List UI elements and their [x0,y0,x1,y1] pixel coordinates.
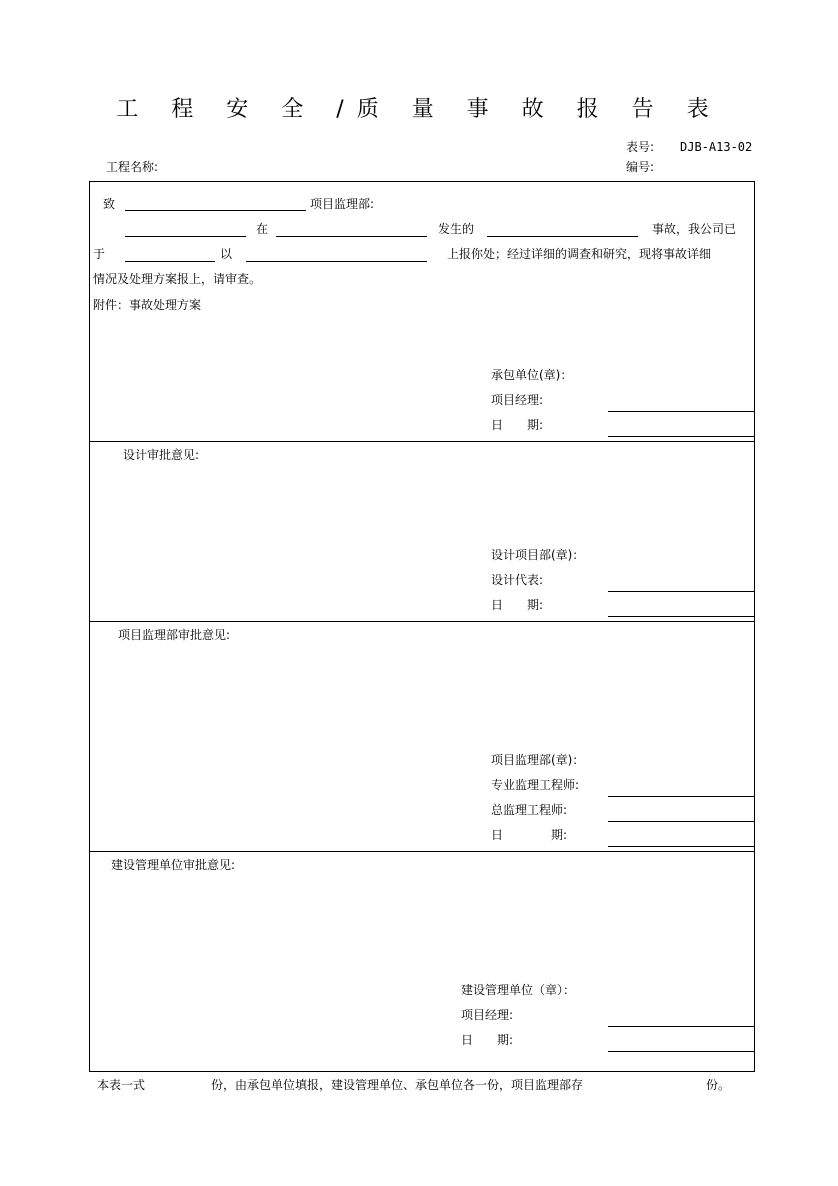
footer-copies-suffix: 份。 [706,1078,731,1092]
date-label: 日 期: [491,598,544,612]
chief-engineer-label: 总监理工程师: [491,803,568,817]
location-blank[interactable] [276,236,427,237]
design-rep-signature-line[interactable] [608,591,755,592]
design-dept-seal-label: 设计项目部(章)： [491,548,585,562]
date-label: 日 期: [491,828,568,842]
serial-no-label: 编号: [626,160,655,174]
date-label: 日 期: [461,1033,514,1047]
design-review-heading: 设计审批意见: [123,448,200,462]
design-rep-label: 设计代表: [491,573,544,587]
to-suffix: 项目监理部: [310,197,375,211]
yu-label: 于 [93,247,106,261]
owner-seal-label: 建设管理单位（章）： [461,983,576,997]
supervision-review-heading: 项目监理部审批意见: [118,628,231,642]
owner-manager-signature-line[interactable] [608,1026,755,1027]
to-prefix: 致 [103,197,116,211]
at-label: 在 [256,222,269,236]
project-name-label: 工程名称: [106,160,159,174]
contractor-seal-label: 承包单位(章)： [491,368,573,382]
supervision-dept-blank[interactable] [125,210,306,211]
form-table [89,181,755,1072]
time-blank[interactable] [125,236,246,237]
accident-blank[interactable] [487,236,638,237]
specialist-engineer-signature-line[interactable] [608,796,755,797]
attachment-text: 附件：事故处理方案 [93,298,202,312]
date-signature-line[interactable] [608,436,755,437]
date-label: 日 期: [491,418,544,432]
section-divider [89,851,755,852]
date-signature-line[interactable] [608,1051,755,1052]
report-text: 上报你处；经过详细的调查和研究，现将事故详细 [447,247,712,261]
form-no-value: DJB-A13-02 [680,140,753,154]
date-signature-line[interactable] [608,846,755,847]
form-no-label: 表号: [626,140,655,154]
project-manager-signature-line[interactable] [608,411,755,412]
specialist-engineer-label: 专业监理工程师: [491,778,580,792]
project-manager-label: 项目经理: [491,393,544,407]
chief-engineer-signature-line[interactable] [608,821,755,822]
report-text-2: 情况及处理方案报上，请审查。 [93,272,262,286]
report-date-blank[interactable] [125,261,215,262]
yi-label: 以 [220,247,233,261]
footer-copies-text: 份，由承包单位填报，建设管理单位、承包单位各一份，项目监理部存 [211,1078,584,1092]
footer-copies-prefix: 本表一式 [97,1078,146,1092]
owner-manager-label: 项目经理: [461,1008,514,1022]
page-title: 工 程 安 全 /质 量 事 故 报 告 表 [116,97,722,122]
supervision-seal-label: 项目监理部(章)： [491,753,585,767]
occurred-label: 发生的 [438,222,475,236]
section-divider [89,621,755,622]
date-signature-line[interactable] [608,616,755,617]
report-method-blank[interactable] [246,261,427,262]
owner-review-heading: 建设管理单位审批意见: [111,858,236,872]
accident-label: 事故，我公司已 [652,222,737,236]
section-divider [89,441,755,442]
